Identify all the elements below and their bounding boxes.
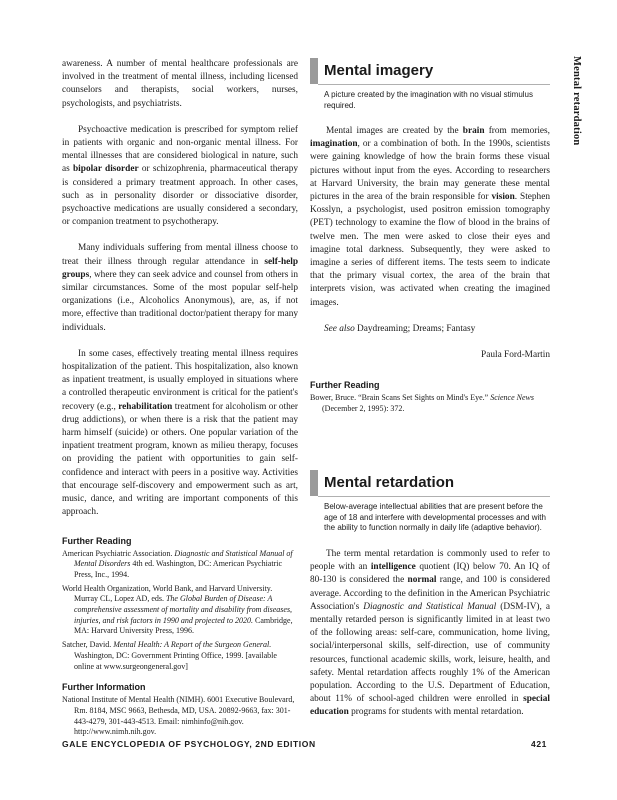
reference-item: World Health Organization, World Bank, and Harvard University. Murray CL, Lopez AD, eds. The Global Burden of Disease: A comprehensive assessment of mortality and disability from diseases, injuries, and risk factors in 1990 and projected to 2020. Cambridge, MA: Harvard University Press, 1996.: [62, 583, 293, 636]
keyword-link: imagination: [310, 139, 358, 150]
keyword-link: intelligence: [370, 562, 416, 573]
paragraph: Mental images are created by the brain from memories, imagination, or a combination of both. In the 1990s, scientists were gaining knowledge of how the brain forms these visual pictures without input from the eyes. According to researchers at Harvard University, the brain may generate these mental pictures in the area of the brain responsible for vision. Stephen Kosslyn, a psychologist, used positron emission tomography (PET) technology to examine the flow of blood in the brains of twelve men. The men were asked to close their eyes and imagine total darkness. Subsequently, they were asked to imagine a series of different items. The tests seem to indicate that the primary visual cortex, the area of the brain that interprets vision, was activated when creating the imagined images.: [310, 126, 550, 308]
keyword-link: normal: [407, 575, 437, 586]
paragraph: awareness. A number of mental healthcare professionals are involved in the treatment of mental illness, including licensed counselors and therapists, social workers, nurses, psychologists, and psychiatrists.: [62, 59, 298, 109]
section-side-tab: Mental retardation: [571, 56, 582, 146]
left-column: [62, 58, 298, 741]
keyword-link: self-help groups: [62, 256, 298, 280]
see-also: See also Daydreaming; Dreams; Fantasy: [324, 323, 476, 334]
paragraph: Psychoactive medication is prescribed for symptom relief in patients with organic and non-organic mental illness. For mental illnesses that are considered biological in nature, such as bipolar disorder or schizophrenia, pharmaceutical therapy is considered a primary treatment approach. In other cases, such as in personality disorder or dissociative disorder, psychoactive medications are usually considered a secondary, or companion treatment to psychotherapy.: [62, 124, 298, 228]
reference-item: Bower, Bruce. “Brain Scans Set Sights on Mind's Eye.” Science News (December 2, 1995): 372.: [310, 393, 534, 413]
right-column: [310, 58, 550, 733]
entry-title: Mental retardation: [324, 474, 455, 492]
keyword-link: vision: [491, 192, 515, 203]
paragraph: In some cases, effectively treating mental illness requires hospitalization of the patient. This hospitalization, also known as inpatient treatment, is usually employed in situations where a controlled therapeutic environment is critical for the patient's recovery (e.g., rehabilitation treatment for alcoholism or other drug addictions), or when there is a risk that the patient may harm himself (suicide) or others. One popular variation of the inpatient treatment program, known as milieu therapy, focuses on providing the patient with opportunities to gain self-confidence and interact with peers in a positive way. Activities that encourage self-discovery and empowerment such as art, music, dance, and writing are important components of this approach.: [62, 348, 298, 518]
author-name: Paula Ford-Martin: [481, 350, 550, 361]
reference-item: Satcher, David. Mental Health: A Report of the Surgeon General. Washington, DC: Government Printing Office, 1999. [available online at www.surgeongeneral.gov]: [62, 640, 277, 671]
entry-header-mental-imagery: [310, 58, 550, 84]
entry-description: A picture created by the imagination with no visual stimulus required.: [324, 90, 533, 110]
page-number: 421: [531, 739, 547, 749]
title-bar-decoration: [310, 470, 318, 496]
reference-list: [62, 549, 298, 673]
publication-title: GALE ENCYCLOPEDIA OF PSYCHOLOGY, 2ND EDITION: [62, 739, 316, 749]
keyword-link: special education: [310, 694, 550, 718]
paragraph: The term mental retardation is commonly used to refer to people with an intelligence quotient (IQ) below 70. An IQ of 80-130 is considered the normal range, and 100 is considered average. According to the definition in the American Psychiatric Association's Diagnostic and Statistical Manual (DSM-IV), a mentally retarded person is significantly limited in at least two of the following areas: self-care, communication, home living, social/interpersonal skills, self-direction, use of community resources, functional academic skills, work, leisure, health, and safety. Mental retardation affects roughly 1% of the American population. According to the U.S. Department of Education, about 11% of school-aged children were enrolled in special education programs for students with mental retardation.: [310, 548, 550, 718]
reference-item: American Psychiatric Association. Diagnostic and Statistical Manual of Mental Disorders 4th ed. Washington, DC: American Psychiatric Press, Inc., 1994.: [62, 548, 293, 579]
information-item: National Institute of Mental Health (NIMH). 6001 Executive Boulevard, Rm. 8184, MSC 9663, Bethesda, MD, USA. 20892-9663, fax: 301-443-4279, 301-443-4513. Email: nimhinfo@nih.gov. http://www.nimh.nih.gov.: [62, 695, 295, 737]
entry-description: Below-average intellectual abilities that are present before the age of 18 and interfere with developmental processes and with the ability to function normally in daily life (adaptive behavior).: [324, 502, 546, 533]
page-footer: [62, 739, 547, 749]
keyword-link: rehabilitation: [118, 401, 173, 412]
entry-header-mental-retardation: [310, 470, 550, 496]
title-rule: [318, 496, 550, 497]
title-rule: [318, 84, 550, 85]
paragraph: Many individuals suffering from mental illness choose to treat their illness through regular attendance in self-help groups, where they can seek advice and counsel from others in similar circumstances. Some of the most popular self-help organizations (i.e., Alcoholics Anonymous), are, as, if not more, effective than traditional doctor/patient therapy for many individuals.: [62, 243, 298, 333]
further-reading-heading: Further Reading: [62, 535, 132, 546]
further-reading-heading: Further Reading: [310, 380, 380, 391]
keyword-link: brain: [462, 126, 485, 136]
further-information-heading: Further Information: [62, 682, 146, 693]
title-bar-decoration: [310, 58, 318, 84]
entry-title: Mental imagery: [324, 62, 434, 79]
keyword-link: bipolar disorder: [73, 164, 139, 175]
